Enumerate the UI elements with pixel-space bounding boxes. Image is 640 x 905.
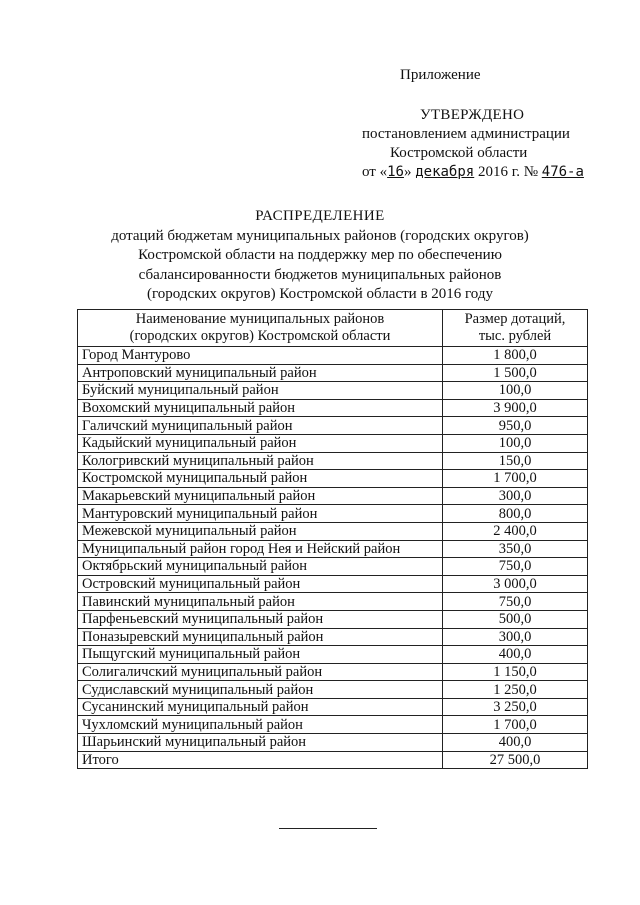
row-name: Галичский муниципальный район (78, 417, 443, 435)
table-row (78, 452, 588, 470)
document-title (0, 207, 640, 305)
table-row (78, 347, 588, 365)
total-amount: 27 500,0 (443, 751, 588, 769)
row-amount: 2 400,0 (443, 522, 588, 540)
row-amount: 350,0 (443, 540, 588, 558)
appendix-label: Приложение (400, 67, 481, 83)
row-name: Судиславский муниципальный район (78, 681, 443, 699)
row-amount: 1 700,0 (443, 470, 588, 488)
date-month: декабря (415, 164, 475, 180)
row-amount: 400,0 (443, 646, 588, 664)
approval-line-2: Костромской области (390, 145, 528, 161)
row-name: Костромской муниципальный район (78, 470, 443, 488)
row-name: Буйский муниципальный район (78, 382, 443, 400)
subsidy-table (77, 309, 588, 769)
row-name: Шарьинский муниципальный район (78, 734, 443, 752)
table-row (78, 522, 588, 540)
row-name: Муниципальный район город Нея и Нейский район (78, 540, 443, 558)
date-day: 16 (387, 164, 404, 180)
title-line-3: сбалансированности бюджетов муниципальных районов (138, 266, 502, 283)
date-mid: » (403, 164, 416, 180)
row-amount: 1 700,0 (443, 716, 588, 734)
row-name: Поназыревский муниципальный район (78, 628, 443, 646)
table-row (78, 734, 588, 752)
row-name: Кадыйский муниципальный район (78, 434, 443, 452)
row-amount: 3 000,0 (443, 575, 588, 593)
footer-divider (279, 828, 377, 829)
row-amount: 1 500,0 (443, 364, 588, 382)
row-amount: 100,0 (443, 382, 588, 400)
row-amount: 300,0 (443, 628, 588, 646)
table-row (78, 575, 588, 593)
table-row (78, 434, 588, 452)
row-name: Октябрьский муниципальный район (78, 558, 443, 576)
row-name: Чухломский муниципальный район (78, 716, 443, 734)
row-amount: 400,0 (443, 734, 588, 752)
row-amount: 1 150,0 (443, 663, 588, 681)
header-amount-line-1: Размер дотаций, (464, 311, 566, 327)
row-name: Антроповский муниципальный район (78, 364, 443, 382)
row-name: Островский муниципальный район (78, 575, 443, 593)
table-row (78, 593, 588, 611)
approval-line-1: постановлением администрации (362, 126, 570, 142)
row-name: Кологривский муниципальный район (78, 452, 443, 470)
total-label: Итого (78, 751, 443, 769)
approval-date-line (362, 163, 584, 182)
row-amount: 3 900,0 (443, 399, 588, 417)
row-name: Город Мантурово (78, 347, 443, 365)
decree-number: 476-а (541, 164, 584, 180)
table-row (78, 716, 588, 734)
row-name: Мантуровский муниципальный район (78, 505, 443, 523)
row-amount: 500,0 (443, 610, 588, 628)
table-row (78, 487, 588, 505)
table-row (78, 399, 588, 417)
row-name: Солигаличский муниципальный район (78, 663, 443, 681)
row-amount: 750,0 (443, 593, 588, 611)
table-row (78, 540, 588, 558)
row-name: Макарьевский муниципальный район (78, 487, 443, 505)
table-row (78, 663, 588, 681)
table-header-row (78, 310, 588, 347)
row-amount: 100,0 (443, 434, 588, 452)
table-body (78, 347, 588, 752)
table-row (78, 558, 588, 576)
title-line-1: дотаций бюджетам муниципальных районов (городских округов) (111, 227, 529, 244)
row-amount: 3 250,0 (443, 698, 588, 716)
row-name: Парфеньевский муниципальный район (78, 610, 443, 628)
row-amount: 150,0 (443, 452, 588, 470)
title-line-2: Костромской области на поддержку мер по обеспечению (138, 247, 502, 263)
date-prefix: от « (362, 164, 388, 180)
row-amount: 800,0 (443, 505, 588, 523)
table-row (78, 505, 588, 523)
date-suffix: 2016 г. № (474, 164, 542, 180)
table-row (78, 628, 588, 646)
approved-stamp: УТВЕРЖДЕНО (420, 107, 525, 123)
table-row (78, 610, 588, 628)
table-row (78, 470, 588, 488)
table-row (78, 382, 588, 400)
row-amount: 300,0 (443, 487, 588, 505)
row-name: Пыщугский муниципальный район (78, 646, 443, 664)
row-amount: 950,0 (443, 417, 588, 435)
header-name-line-2: (городских округов) Костромской области (129, 328, 391, 344)
table-row (78, 417, 588, 435)
row-name: Сусанинский муниципальный район (78, 698, 443, 716)
table-row (78, 364, 588, 382)
title-line-4: (городских округов) Костромской области в 2016 году (146, 286, 494, 302)
row-amount: 750,0 (443, 558, 588, 576)
header-name (78, 310, 443, 347)
header-amount-line-2: тыс. рублей (478, 328, 552, 344)
header-amount (443, 310, 588, 347)
title-heading: РАСПРЕДЕЛЕНИЕ (255, 208, 385, 224)
row-name: Павинский муниципальный район (78, 593, 443, 611)
table-row (78, 698, 588, 716)
row-name: Вохомский муниципальный район (78, 399, 443, 417)
row-amount: 1 250,0 (443, 681, 588, 699)
table-row (78, 646, 588, 664)
table-row (78, 681, 588, 699)
row-name: Межевской муниципальный район (78, 522, 443, 540)
header-name-line-1: Наименование муниципальных районов (135, 311, 385, 327)
total-row (78, 751, 588, 769)
row-amount: 1 800,0 (443, 347, 588, 365)
